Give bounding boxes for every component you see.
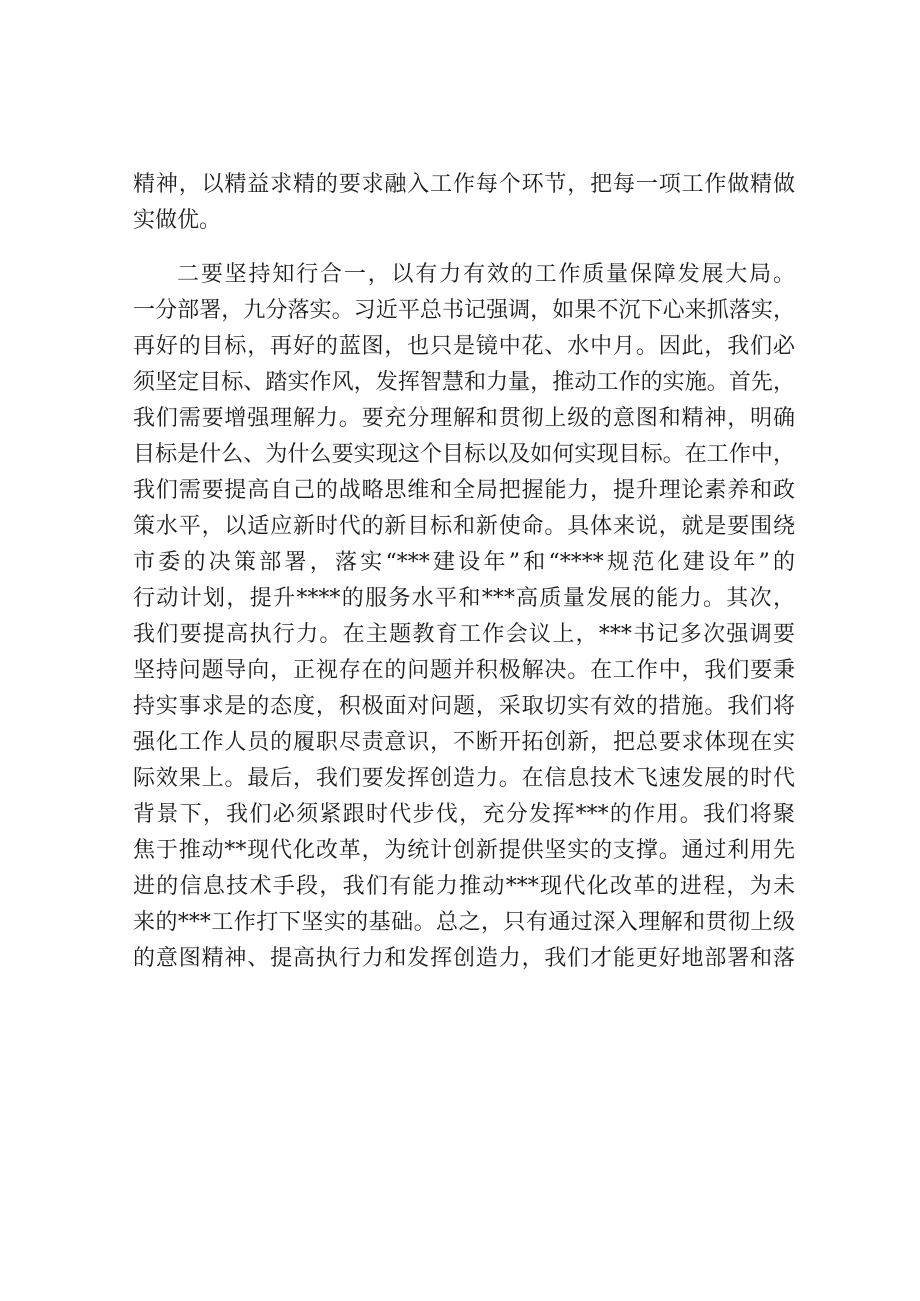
paragraph-1 [133,167,795,239]
paragraph-1-line-2: 实做优。 [133,208,222,233]
paragraph-2-line-8: 策水平，以适应新时代的新目标和新使命。具体来说，就是要围绕 [133,514,795,539]
paragraph-2-line-14: 强化工作人员的履职尽责意识，不断开拓创新，把总要求体现在实 [133,730,795,755]
paragraph-2-line-7: 我们需要提高自己的战略思维和全局把握能力，提升理论素养和政 [133,478,795,503]
paragraph-2-line-4: 须坚定目标、踏实作风，发挥智慧和力量，推动工作的实施。首先， [133,370,795,395]
paragraph-2 [133,257,795,977]
paragraph-2-line-18: 进的信息技术手段，我们有能力推动***现代化改革的进程，为未 [133,874,795,899]
paragraph-2-line-19: 来的***工作打下坚实的基础。总之，只有通过深入理解和贯彻上级 [133,910,795,935]
paragraph-2-line-11: 我们要提高执行力。在主题教育工作会议上，***书记多次强调要 [133,622,795,647]
paragraph-2-line-15: 际效果上。最后，我们要发挥创造力。在信息技术飞速发展的时代 [133,766,795,791]
paragraph-2-line-3: 再好的目标，再好的蓝图，也只是镜中花、水中月。因此，我们必 [133,334,795,359]
paragraph-2-line-5: 我们需要增强理解力。要充分理解和贯彻上级的意图和精神，明确 [133,406,795,431]
paragraph-2-line-6: 目标是什么、为什么要实现这个目标以及如何实现目标。在工作中， [133,442,795,467]
paragraph-1-line-1: 精神，以精益求精的要求融入工作每个环节，把每一项工作做精做 [133,172,795,197]
paragraph-2-line-13: 持实事求是的态度，积极面对问题，采取切实有效的措施。我们将 [133,694,795,719]
paragraph-2-line-9: 市委的决策部署，落实“***建设年”和“****规范化建设年”的 [133,550,795,575]
paragraph-2-line-17: 焦于推动**现代化改革，为统计创新提供坚实的支撑。通过利用先 [133,838,795,863]
paragraph-2-line-16: 背景下，我们必须紧跟时代步伐，充分发挥***的作用。我们将聚 [133,802,795,827]
paragraph-2-line-12: 坚持问题导向，正视存在的问题并积极解决。在工作中，我们要秉 [133,658,795,683]
paragraph-2-line-1: 二要坚持知行合一，以有力有效的工作质量保障发展大局。 [177,262,795,287]
paragraph-2-line-10: 行动计划，提升****的服务水平和***高质量发展的能力。其次， [133,586,795,611]
paragraph-2-line-2: 一分部署，九分落实。习近平总书记强调，如果不沉下心来抓落实， [133,298,795,323]
paragraph-2-line-20: 的意图精神、提高执行力和发挥创造力，我们才能更好地部署和落 [133,946,795,971]
